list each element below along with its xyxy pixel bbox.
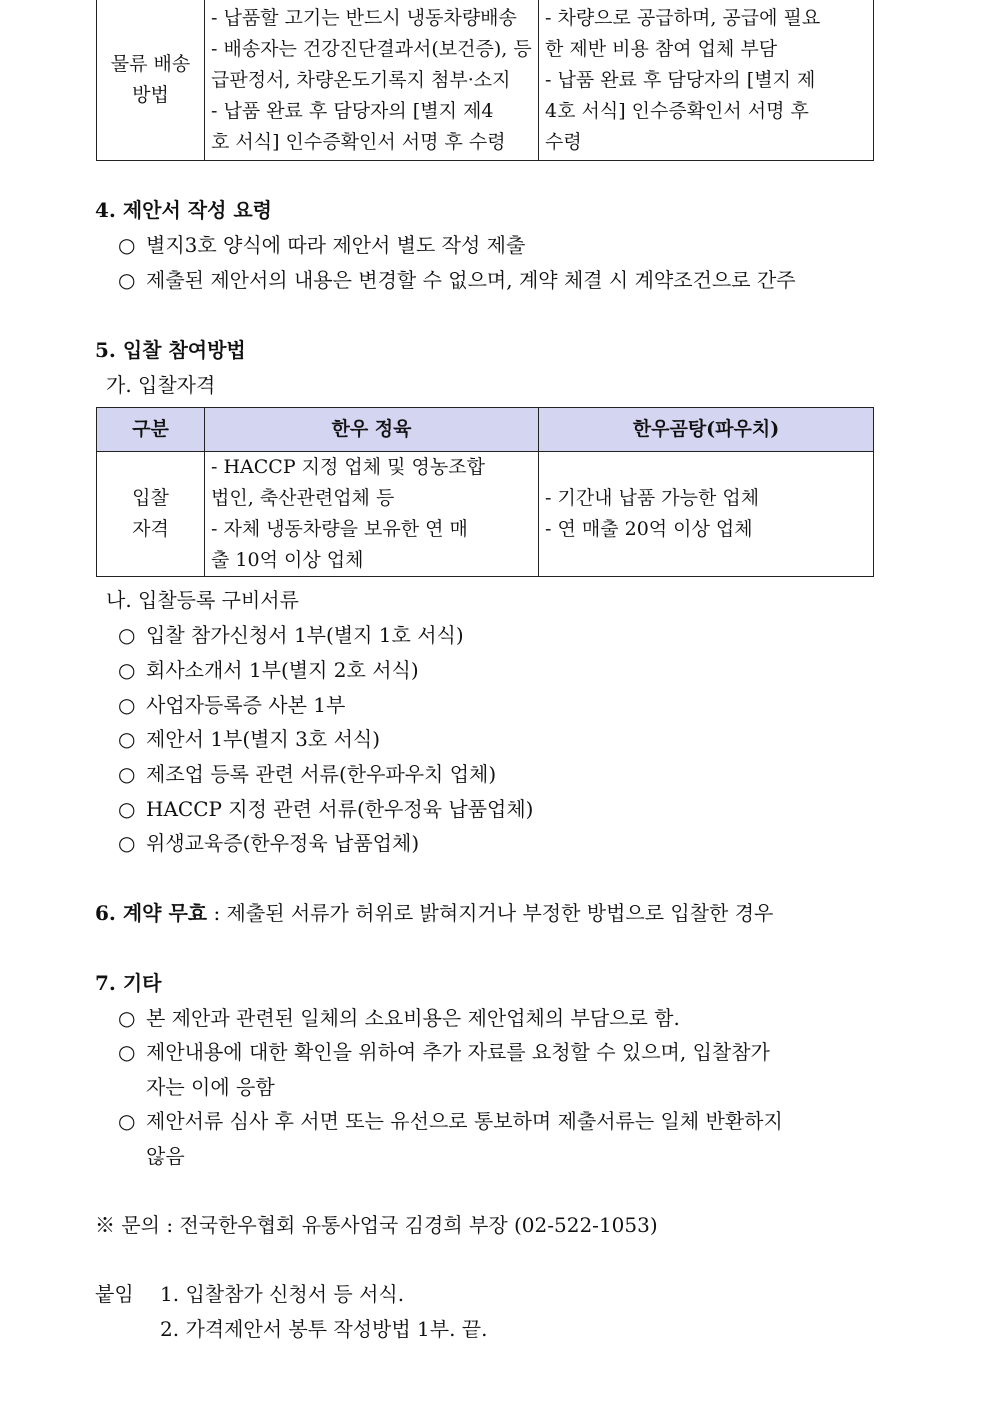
attachment-label: 붙임	[95, 1282, 134, 1306]
table-cell: - 납품할 고기는 반드시 냉동차량배송 - 배송자는 건강진단결과서(보건증), 등 급판정서, 차량온도기록지 첨부·소지 - 납품 완료 후 담당자의 [별지 제4 호 서식] 인수증확인서 서명 후 수령	[205, 0, 539, 161]
list-item: ○ 제안서류 심사 후 서면 또는 유선으로 통보하며 제출서류는 일체 반환하지	[118, 1109, 783, 1133]
bullet-circle-icon: ○	[118, 1006, 136, 1030]
table-row	[97, 452, 874, 577]
table-row-label: 입찰 자격	[97, 452, 205, 577]
bullet-circle-icon: ○	[118, 797, 136, 821]
bullet-circle-icon: ○	[118, 268, 136, 292]
section-5-heading: 5. 입찰 참여방법	[95, 338, 246, 362]
section-6-heading: 6. 계약 무효	[95, 901, 208, 925]
table-row-label: 물류 배송 방법	[97, 0, 205, 161]
section-4-heading: 4. 제안서 작성 요령	[95, 198, 273, 222]
list-item-continuation: 않음	[146, 1144, 185, 1168]
list-item: ○ 별지3호 양식에 따라 제안서 별도 작성 제출	[118, 233, 526, 257]
subsection-title: 나. 입찰등록 구비서류	[106, 588, 299, 612]
table-row	[97, 0, 874, 161]
bullet-circle-icon: ○	[118, 693, 136, 717]
section-6-line	[95, 897, 773, 926]
table-cell: - 기간내 납품 가능한 업체 - 연 매출 20억 이상 업체	[539, 452, 874, 577]
list-item: ○ HACCP 지정 관련 서류(한우정육 납품업체)	[118, 797, 534, 821]
list-item: ○ 사업자등록증 사본 1부	[118, 693, 346, 717]
table-cell: - 차량으로 공급하며, 공급에 필요 한 제반 비용 참여 업체 부담 - 납품 완료 후 담당자의 [별지 제 4호 서식] 인수증확인서 서명 후 수령	[539, 0, 874, 161]
list-item: ○ 입찰 참가신청서 1부(별지 1호 서식)	[118, 623, 464, 647]
inquiry-line: ※ 문의 : 전국한우협회 유통사업국 김경희 부장 (02-522-1053)	[95, 1213, 658, 1237]
column-header: 구분	[97, 408, 205, 452]
attachment-item: 1. 입찰참가 신청서 등 서식.	[160, 1282, 405, 1306]
attachment-item: 2. 가격제안서 봉투 작성방법 1부. 끝.	[160, 1317, 488, 1341]
bullet-circle-icon: ○	[118, 762, 136, 786]
bullet-circle-icon: ○	[118, 727, 136, 751]
section-7-heading: 7. 기타	[95, 971, 162, 995]
bullet-circle-icon: ○	[118, 1109, 136, 1133]
bullet-circle-icon: ○	[118, 233, 136, 257]
list-item: ○ 제조업 등록 관련 서류(한우파우치 업체)	[118, 762, 497, 786]
list-item: ○ 본 제안과 관련된 일체의 소요비용은 제안업체의 부담으로 함.	[118, 1006, 680, 1030]
subsection-title: 가. 입찰자격	[106, 373, 216, 397]
column-header: 한우곰탕(파우치)	[539, 408, 874, 452]
section-6-text: : 제출된 서류가 허위로 밝혀지거나 부정한 방법으로 입찰한 경우	[213, 901, 774, 925]
column-header: 한우 정육	[205, 408, 539, 452]
list-item: ○ 제출된 제안서의 내용은 변경할 수 없으며, 계약 체결 시 계약조건으로 간주	[118, 268, 796, 292]
list-item: ○ 위생교육증(한우정육 납품업체)	[118, 831, 420, 855]
bid-qualification-table	[96, 407, 874, 577]
table-header-row	[97, 408, 874, 452]
list-item: ○ 회사소개서 1부(별지 2호 서식)	[118, 658, 419, 682]
delivery-method-table	[96, 0, 874, 161]
bullet-circle-icon: ○	[118, 831, 136, 855]
bullet-circle-icon: ○	[118, 1040, 136, 1064]
list-item-continuation: 자는 이에 응함	[146, 1075, 275, 1099]
bullet-circle-icon: ○	[118, 658, 136, 682]
table-cell: - HACCP 지정 업체 및 영농조합 법인, 축산관련업체 등 - 자체 냉동차량을 보유한 연 매 출 10억 이상 업체	[205, 452, 539, 577]
list-item: ○ 제안내용에 대한 확인을 위하여 추가 자료를 요청할 수 있으며, 입찰참가	[118, 1040, 770, 1064]
bullet-circle-icon: ○	[118, 623, 136, 647]
list-item: ○ 제안서 1부(별지 3호 서식)	[118, 727, 381, 751]
